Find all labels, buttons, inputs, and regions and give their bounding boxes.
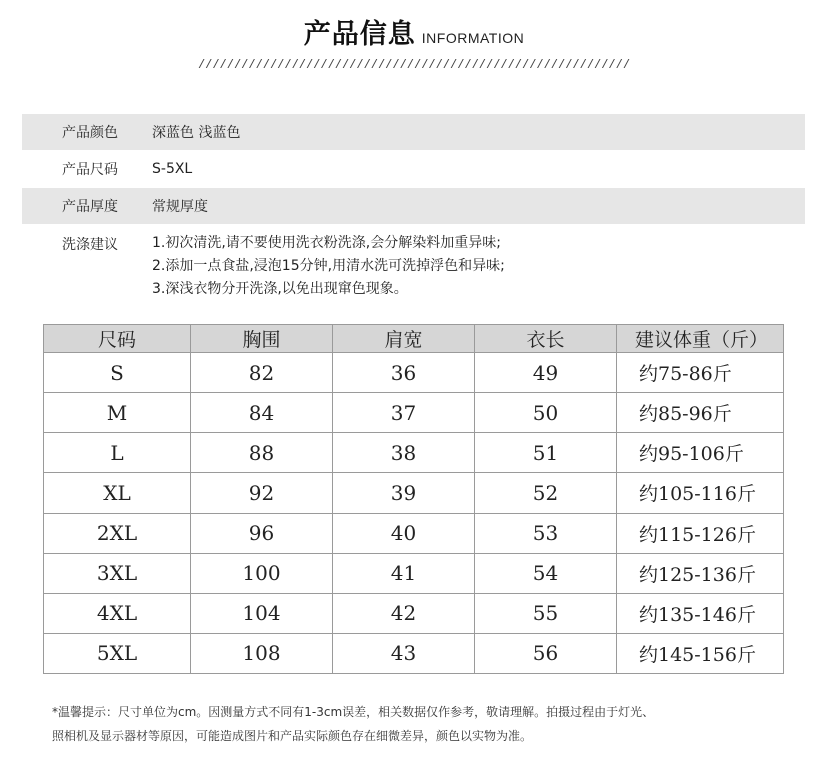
cell-shoulder: 43: [333, 633, 475, 673]
cell-length: 49: [475, 353, 617, 393]
page-title: 产品信息: [303, 19, 416, 50]
cell-shoulder: 41: [333, 553, 475, 593]
info-row-size: [22, 151, 805, 187]
cell-weight: 约85-96斤: [617, 393, 784, 433]
color-value: 深蓝色 浅蓝色: [152, 125, 241, 141]
wash-label: 洗涤建议: [62, 237, 118, 253]
cell-size: 4XL: [44, 593, 191, 633]
table-row: [44, 353, 784, 393]
table-header-row: [44, 325, 784, 353]
size-chart-table: [43, 324, 784, 674]
table-row: [44, 473, 784, 513]
wash-line: 2.添加一点食盐,浸泡15分钟,用清水洗可洗掉浮色和异味;: [152, 258, 505, 274]
info-row-color: [22, 114, 805, 150]
table-row: [44, 393, 784, 433]
cell-length: 54: [475, 553, 617, 593]
cell-size: 3XL: [44, 553, 191, 593]
cell-chest: 100: [191, 553, 333, 593]
cell-chest: 92: [191, 473, 333, 513]
size-value: S-5XL: [152, 161, 193, 177]
cell-length: 52: [475, 473, 617, 513]
cell-weight: 约145-156斤: [617, 633, 784, 673]
cell-length: 51: [475, 433, 617, 473]
table-row: [44, 633, 784, 673]
decorative-divider: ////////////////////////////////////////////////////////////: [197, 58, 631, 72]
header-shoulder: 肩宽: [333, 325, 475, 353]
table-row: [44, 433, 784, 473]
header-weight: 建议体重（斤）: [617, 325, 784, 353]
table-row: [44, 553, 784, 593]
page-header: [0, 12, 828, 52]
color-label: 产品颜色: [62, 125, 118, 141]
table-row: [44, 593, 784, 633]
cell-size: M: [44, 393, 191, 433]
wash-line: 1.初次清洗,请不要使用洗衣粉洗涤,会分解染料加重异味;: [152, 235, 501, 251]
cell-chest: 84: [191, 393, 333, 433]
info-row-thickness: [22, 188, 805, 224]
cell-size: S: [44, 353, 191, 393]
wash-line: 3.深浅衣物分开洗涤,以免出现窜色现象。: [152, 281, 408, 297]
size-label: 产品尺码: [62, 162, 118, 178]
cell-chest: 96: [191, 513, 333, 553]
wash-instructions: [22, 232, 805, 301]
header-chest: 胸围: [191, 325, 333, 353]
header-size: 尺码: [44, 325, 191, 353]
footer-note: [52, 700, 812, 748]
cell-weight: 约115-126斤: [617, 513, 784, 553]
cell-length: 53: [475, 513, 617, 553]
cell-size: 2XL: [44, 513, 191, 553]
footer-line: 照相机及显示器材等原因，可能造成图片和产品实际颜色存在细微差异，颜色以实物为准。: [52, 729, 533, 743]
footer-line: *温馨提示：尺寸单位为cm。因测量方式不同有1-3cm误差，相关数据仅作参考，敬请理解。拍摄过程由于灯光、: [52, 705, 655, 719]
table-row: [44, 513, 784, 553]
cell-size: 5XL: [44, 633, 191, 673]
cell-size: XL: [44, 473, 191, 513]
cell-chest: 82: [191, 353, 333, 393]
thickness-label: 产品厚度: [62, 199, 118, 215]
thickness-value: 常规厚度: [152, 199, 208, 215]
cell-length: 56: [475, 633, 617, 673]
cell-shoulder: 40: [333, 513, 475, 553]
cell-weight: 约125-136斤: [617, 553, 784, 593]
cell-chest: 108: [191, 633, 333, 673]
cell-weight: 约75-86斤: [617, 353, 784, 393]
cell-weight: 约135-146斤: [617, 593, 784, 633]
cell-length: 50: [475, 393, 617, 433]
cell-size: L: [44, 433, 191, 473]
cell-shoulder: 38: [333, 433, 475, 473]
cell-shoulder: 36: [333, 353, 475, 393]
cell-shoulder: 39: [333, 473, 475, 513]
wash-lines: [152, 232, 505, 301]
cell-shoulder: 37: [333, 393, 475, 433]
page-subtitle: INFORMATION: [421, 30, 525, 46]
cell-shoulder: 42: [333, 593, 475, 633]
cell-chest: 104: [191, 593, 333, 633]
cell-length: 55: [475, 593, 617, 633]
cell-weight: 约95-106斤: [617, 433, 784, 473]
header-length: 衣长: [475, 325, 617, 353]
cell-weight: 约105-116斤: [617, 473, 784, 513]
cell-chest: 88: [191, 433, 333, 473]
